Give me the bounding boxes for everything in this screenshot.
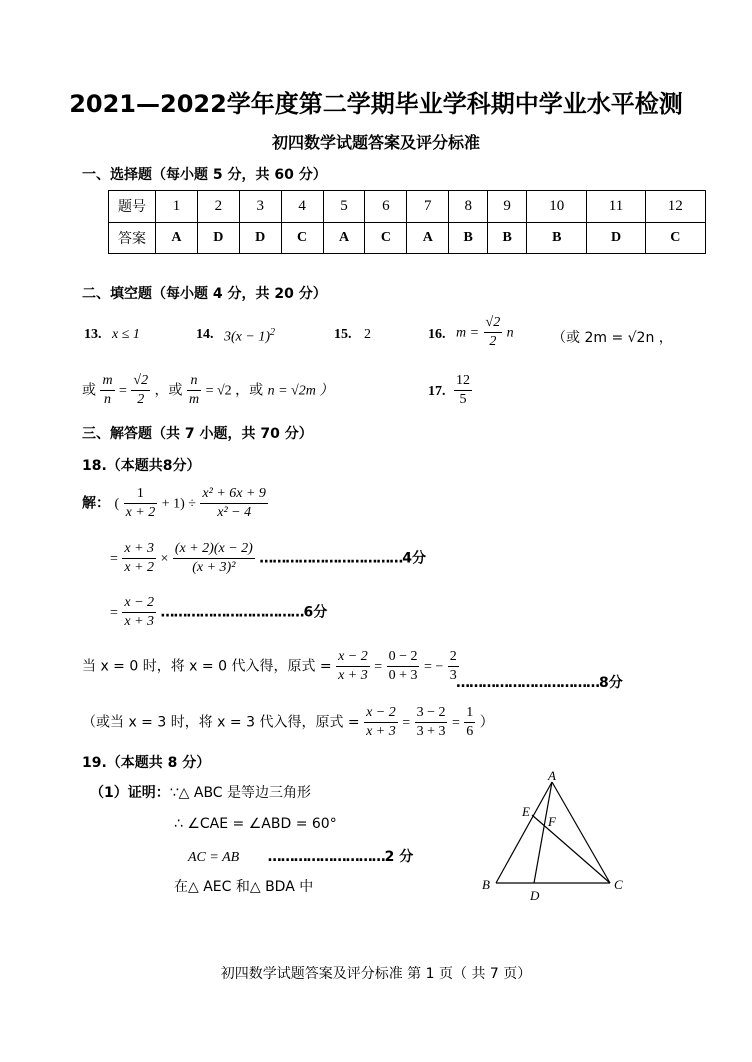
question-number: 10	[527, 191, 587, 223]
question-number: 4	[281, 191, 323, 223]
alt2-rhs-top: √2	[131, 372, 150, 391]
q14-number: 14.	[196, 327, 214, 342]
alt2-eq: =	[119, 383, 127, 399]
q16-frac-bottom: 2	[489, 334, 497, 349]
section2-heading: 二、填空题（每小题 4 分，共 20 分）	[82, 286, 327, 302]
q16-frac-top: √2	[484, 314, 503, 333]
score-dots: ………………………	[267, 849, 385, 865]
equals: =	[451, 715, 460, 731]
alt3-top: n	[187, 372, 201, 391]
alt2-rhs-fraction	[131, 372, 150, 409]
section1-heading: 一、选择题（每小题 5 分，共 60 分）	[82, 167, 327, 183]
operator: + 1) ÷	[161, 496, 196, 512]
frac-top: 1	[464, 704, 475, 723]
frac-top: 1	[124, 485, 158, 504]
q15-answer: 2	[364, 327, 371, 342]
score: 6分	[303, 604, 328, 621]
row-label-answer: 答案	[109, 222, 156, 254]
q18-line5	[82, 704, 494, 741]
q19-proof-line2: ∴ ∠CAE = ∠ABD = 60°	[174, 816, 337, 832]
part-label: （1）证明：	[90, 785, 170, 801]
q16-alternatives	[82, 372, 333, 409]
question-number: 11	[587, 191, 645, 223]
frac-bottom: 0 + 3	[388, 668, 418, 683]
fraction	[336, 648, 370, 685]
solution-label: 解：	[82, 495, 110, 512]
alt4: n = √2m ）	[267, 383, 334, 399]
score: 8分	[599, 675, 623, 691]
frac-bottom: x + 3	[124, 614, 155, 629]
page-subtitle: 初四数学试题答案及评分标准	[271, 133, 480, 152]
q19-proof-line3	[188, 846, 413, 866]
q15-number: 15.	[334, 327, 352, 342]
or-label: ，或	[154, 382, 183, 399]
answer-cell: D	[587, 222, 645, 254]
fraction	[122, 540, 156, 577]
fraction	[122, 594, 156, 631]
equals: =	[402, 715, 411, 731]
frac-bottom: (x + 3)²	[192, 560, 236, 575]
q18-line4-score	[456, 672, 623, 692]
alt3-bottom: m	[188, 392, 200, 407]
answer-cell: B	[488, 222, 527, 254]
frac-top: 3 − 2	[415, 704, 448, 723]
q16-fraction	[484, 314, 503, 351]
q19-heading: 19.（本题共 8 分）	[82, 755, 211, 771]
triangle-figure	[476, 770, 636, 904]
fraction	[387, 648, 420, 685]
label-a: A	[548, 770, 556, 783]
fraction	[200, 485, 268, 522]
frac-top: x² + 6x + 9	[200, 485, 268, 504]
segment-ce	[532, 815, 610, 883]
score: 2 分	[384, 849, 414, 865]
q14-base: 3(x − 1)	[224, 329, 270, 345]
proof-statement: ∵△ ABC 是等边三角形	[169, 785, 312, 801]
frac-bottom: 6	[466, 724, 474, 739]
frac-bottom: x + 3	[338, 668, 368, 683]
score-dots: ……………………………	[259, 550, 403, 567]
q18-heading: 18.（本题共8分）	[82, 458, 201, 474]
q17-top: 12	[454, 372, 472, 391]
label-e: E	[522, 804, 530, 819]
score: 4分	[402, 550, 427, 567]
frac-bottom: x² − 4	[217, 505, 252, 520]
frac-bottom: x + 3	[366, 724, 396, 739]
alt3-rest: = √2 ，或	[205, 383, 264, 399]
fraction	[464, 704, 475, 741]
q17-bottom: 5	[459, 392, 467, 407]
fraction	[173, 540, 255, 577]
q19-proof-line4: 在△ AEC 和△ BDA 中	[174, 879, 314, 895]
alt2-fraction	[100, 372, 114, 409]
frac-bottom: x + 2	[125, 505, 156, 520]
answer-cell: B	[527, 222, 587, 254]
answer-cell: D	[239, 222, 281, 254]
section3-heading: 三、解答题（共 7 小题，共 70 分）	[82, 426, 313, 442]
answer-cell: A	[407, 222, 449, 254]
question-number: 3	[239, 191, 281, 223]
paren-open: (	[114, 496, 120, 512]
frac-top: x − 2	[364, 704, 398, 723]
q17-number: 17.	[428, 384, 446, 399]
or-label: 或	[82, 382, 96, 399]
alt3-fraction	[187, 372, 201, 409]
fraction	[364, 704, 398, 741]
answer-cell: C	[645, 222, 705, 254]
question-number: 1	[156, 191, 198, 223]
row-label-number: 题号	[109, 191, 156, 223]
question-number: 9	[488, 191, 527, 223]
q16-rest: n	[506, 325, 514, 341]
q13-answer: x ≤ 1	[112, 327, 140, 342]
equals: =	[374, 659, 383, 675]
label-b: B	[482, 877, 490, 892]
q18-line4	[82, 648, 459, 685]
question-number: 12	[645, 191, 705, 223]
score-dots: ……………………………	[160, 604, 304, 621]
answer-cell: D	[197, 222, 239, 254]
q18-line2	[110, 540, 426, 577]
alt2-bottom: n	[104, 392, 112, 407]
page-title: 2021—2022学年度第二学期毕业学科期中学业水平检测	[69, 90, 683, 118]
table-row	[109, 191, 706, 223]
equals: =	[110, 551, 118, 567]
equality: AC = AB	[188, 850, 240, 865]
paren-close: ）	[479, 714, 494, 731]
fraction	[124, 485, 158, 522]
frac-top: 2	[448, 648, 459, 667]
q16-number: 16.	[428, 327, 446, 342]
page-footer: 初四数学试题答案及评分标准 第 1 页（ 共 7 页）	[220, 966, 532, 982]
q14-answer	[224, 327, 275, 346]
q14-exponent: 2	[270, 327, 275, 338]
q17-answer	[454, 372, 472, 409]
table-row	[109, 222, 706, 254]
fraction	[415, 704, 448, 741]
substitution-text: 当 x = 0 时，将 x = 0 代入得，原式 =	[82, 658, 332, 675]
side-ac	[552, 782, 610, 883]
question-number: 8	[449, 191, 488, 223]
alt2-top: m	[100, 372, 114, 391]
q18-line1	[82, 485, 268, 522]
q18-line3	[110, 594, 327, 631]
q13-number: 13.	[84, 327, 102, 342]
label-d: D	[530, 888, 540, 903]
alt2-rhs-bottom: 2	[137, 392, 145, 407]
answer-cell: C	[281, 222, 323, 254]
answer-cell: A	[156, 222, 198, 254]
q19-proof-line1	[90, 782, 311, 802]
label-f: F	[548, 814, 556, 829]
frac-bottom: 3	[449, 668, 457, 683]
frac-top: 0 − 2	[387, 648, 420, 667]
q16-lhs: m =	[456, 325, 480, 341]
times: ×	[160, 551, 169, 567]
question-number: 5	[323, 191, 365, 223]
frac-top: x − 2	[336, 648, 370, 667]
alternative-substitution-text: （或当 x = 3 时，将 x = 3 代入得，原式 =	[82, 714, 360, 731]
frac-top: (x + 2)(x − 2)	[173, 540, 255, 559]
frac-top: x + 3	[122, 540, 156, 559]
q16-alt1: （或 2m = √2n ，	[552, 330, 673, 346]
q16-answer	[456, 314, 514, 351]
label-c: C	[614, 877, 623, 892]
frac-bottom: x + 2	[124, 560, 155, 575]
answer-table	[108, 190, 706, 254]
frac-bottom: 3 + 3	[416, 724, 446, 739]
equals: =	[110, 605, 118, 621]
frac-top: x − 2	[122, 594, 156, 613]
q17-fraction	[454, 372, 472, 409]
answer-cell: C	[365, 222, 407, 254]
question-number: 6	[365, 191, 407, 223]
question-number: 7	[407, 191, 449, 223]
score-dots: ……………………………	[456, 675, 599, 691]
equals: = −	[423, 659, 444, 675]
answer-cell: A	[323, 222, 365, 254]
question-number: 2	[197, 191, 239, 223]
answer-cell: B	[449, 222, 488, 254]
